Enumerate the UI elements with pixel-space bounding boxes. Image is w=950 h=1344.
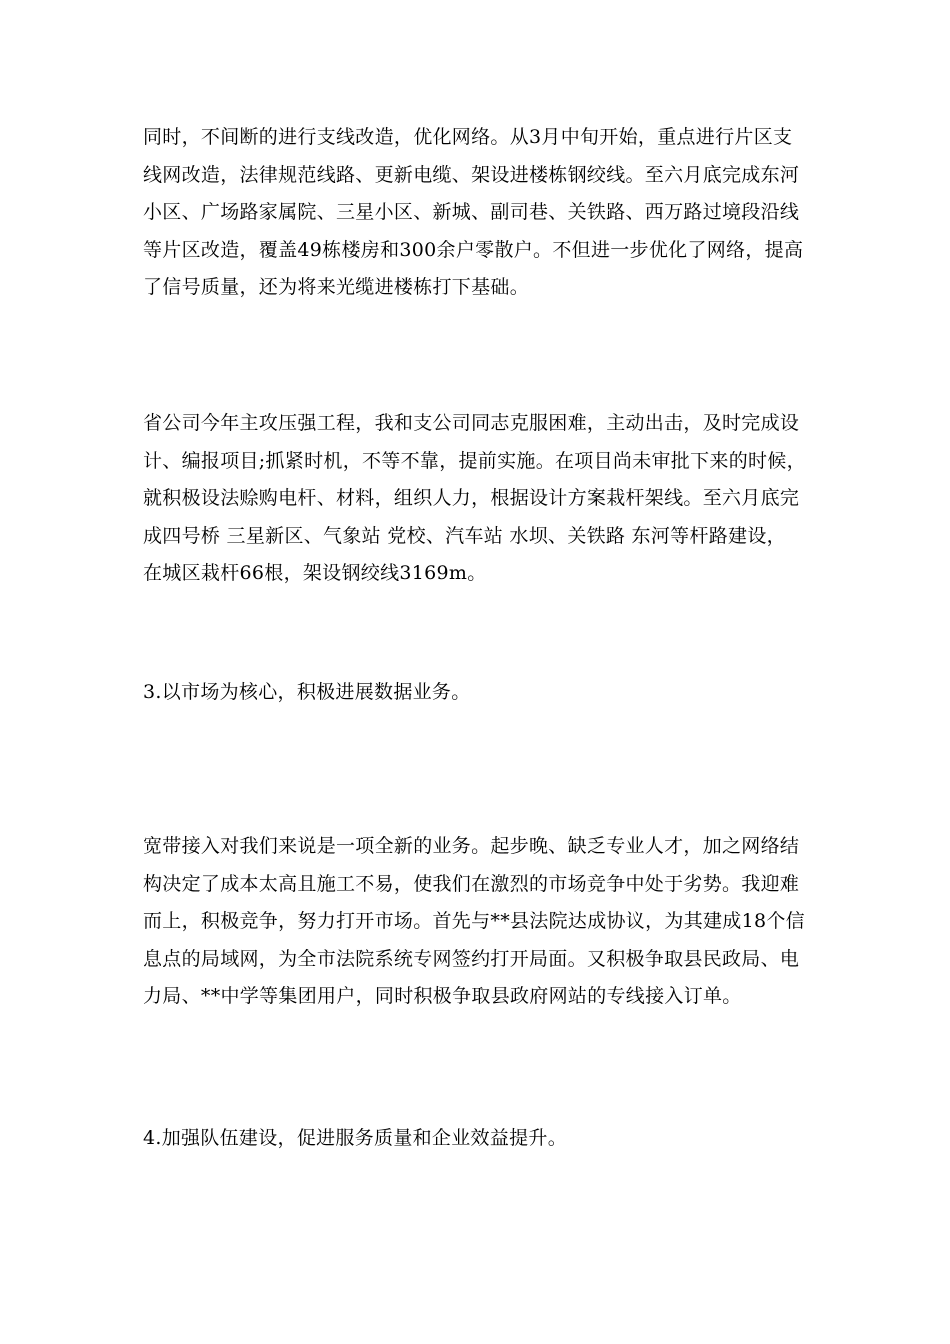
text-line: 小区、广场路家属院、三星小区、新城、副司巷、关铁路、西万路过境段沿线 — [143, 201, 800, 223]
text-line: 力局、**中学等集团用户，同时积极争取县政府网站的专线接入订单。 — [143, 985, 742, 1007]
text-line: 等片区改造，覆盖49栋楼房和300余户零散户。不但进一步优化了网络，提高 — [143, 238, 804, 261]
text-line: 就积极设法赊购电杆、材料，组织人力，根据设计方案栽杆架线。至六月底完 — [143, 487, 800, 509]
text-line: 息点的局域网，为全市法院系统专网签约打开局面。又积极争取县民政局、电 — [143, 947, 800, 970]
text-line: 宽带接入对我们来说是一项全新的业务。起步晚、缺乏专业人才，加之网络结 — [143, 835, 800, 857]
text-line: 了信号质量，还为将来光缆进楼栋打下基础。 — [143, 276, 530, 298]
text-line: 成四号桥 三星新区、气象站 党校、汽车站 水坝、关铁路 东河等杆路建设， — [143, 524, 786, 547]
text-line: 计、编报项目;抓紧时机，不等不靠，提前实施。在项目尚未审批下来的时候， — [143, 449, 806, 472]
text-line: 构决定了成本太高且施工不易，使我们在激烈的市场竞争中处于劣势。我迎难 — [143, 872, 800, 895]
paragraph-pole-line-construction — [143, 405, 813, 593]
section-heading-team-building — [143, 1120, 813, 1158]
text-line: 在城区栽杆66根，架设钢绞线3169m。 — [143, 562, 487, 584]
section-heading-data-business — [143, 674, 813, 712]
text-line: 省公司今年主攻压强工程，我和支公司同志克服困难，主动出击，及时完成设 — [143, 412, 800, 434]
paragraph-broadband-access — [143, 828, 813, 1016]
heading-text: 4.加强队伍建设，促进服务质量和企业效益提升。 — [143, 1127, 568, 1149]
heading-text: 3.以市场为核心，积极进展数据业务。 — [143, 681, 471, 703]
text-line: 线网改造，法律规范线路、更新电缆、架设进楼栋钢绞线。至六月底完成东河 — [143, 163, 800, 186]
text-line: 而上，积极竞争，努力打开市场。首先与**县法院达成协议，为其建成18个信 — [143, 910, 805, 932]
paragraph-branch-line-renovation — [143, 119, 813, 307]
text-line: 同时，不间断的进行支线改造，优化网络。从3月中旬开始，重点进行片区支 — [143, 126, 793, 148]
